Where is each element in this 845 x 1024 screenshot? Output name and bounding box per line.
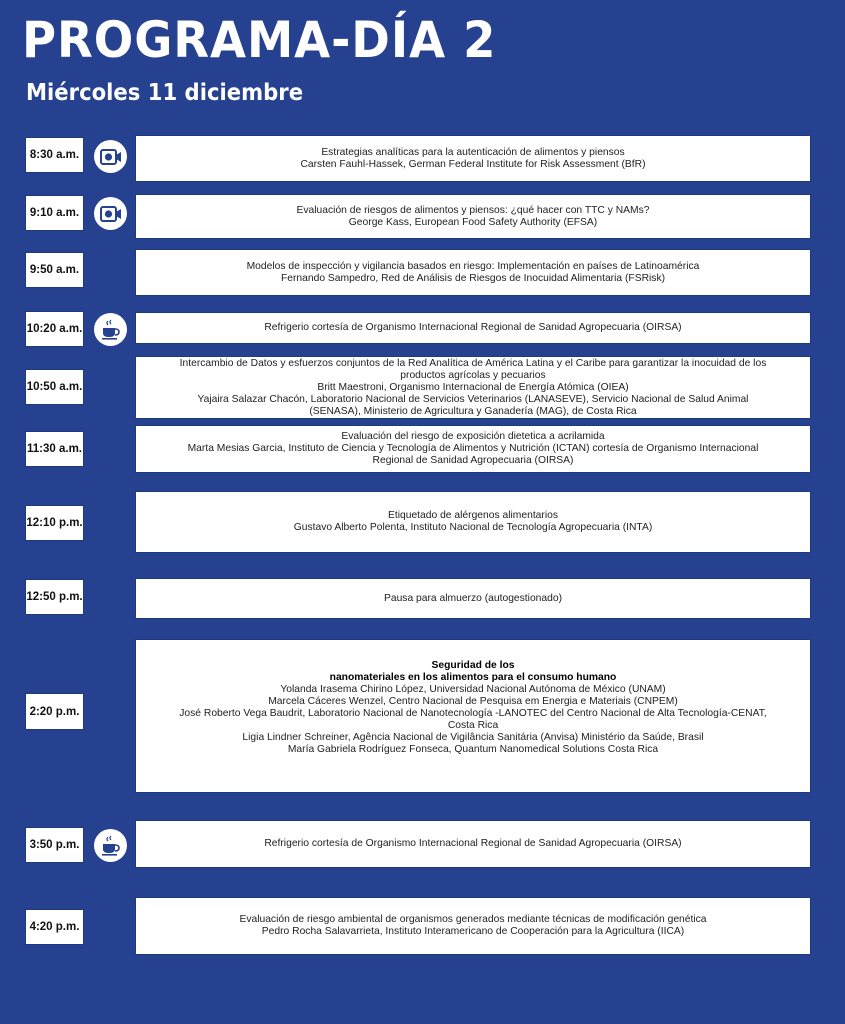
- session-line: Britt Maestroni, Organismo Internacional de Energía Atómica (OIEA): [317, 381, 629, 393]
- session-box: [135, 356, 811, 419]
- session-box: [135, 312, 811, 344]
- session-line: Gustavo Alberto Polenta, Instituto Nacional de Tecnología Agropecuaria (INTA): [293, 522, 653, 533]
- session-line: Modelos de inspección y vigilancia basados en riesgo: Implementación en países de Latinoamérica: [246, 260, 700, 272]
- session-box: [135, 249, 811, 296]
- session-box: [135, 135, 811, 182]
- session-time: 10:50 a.m.: [25, 369, 84, 405]
- session-line: Ligia Lindner Schreiner, Agência Nacional de Vigilância Sanitária (Anvisa) Ministério da Saúde, Brasil: [242, 732, 704, 743]
- page-title: PROGRAMA-DÍA 2: [22, 11, 497, 69]
- session-box: [135, 639, 811, 793]
- session-time: 2:20 p.m.: [25, 693, 84, 730]
- session-line: Intercambio de Datos y esfuerzos conjuntos de la Red Analítica de América Latina y el Caribe para garantizar la inocuidad de los productos agrícolas y pecuarios: [179, 357, 767, 381]
- session-time: 8:30 a.m.: [25, 137, 84, 173]
- video-camera-icon: [94, 140, 127, 173]
- session-line: Marta Mesias Garcia, Instituto de Ciencia y Tecnología de Alimentos y Nutrición (ICTAN) cortesía de Organismo Internacional Regional de Sanidad Agropecuaria (OIRSA): [187, 443, 759, 466]
- session-line: George Kass, European Food Safety Authority (EFSA): [348, 216, 598, 228]
- session-box: [135, 194, 811, 239]
- session-line: Fernando Sampedro, Red de Análisis de Riesgos de Inocuidad Alimentaria (FSRisk): [280, 272, 666, 284]
- session-box: [135, 491, 811, 553]
- session-topic-title: Seguridad de los: [431, 660, 515, 671]
- session-time: 12:50 p.m.: [25, 579, 84, 615]
- coffee-cup-icon: [94, 313, 127, 346]
- session-time: 3:50 p.m.: [25, 827, 84, 863]
- session-line: Evaluación de riesgo ambiental de organismos generados mediante técnicas de modificación genética: [239, 914, 707, 925]
- coffee-cup-icon: [94, 829, 127, 862]
- session-time: 10:20 a.m.: [25, 311, 84, 347]
- session-line: Evaluación de riesgos de alimentos y piensos: ¿qué hacer con TTC y NAMs?: [296, 204, 650, 216]
- session-time: 9:50 a.m.: [25, 252, 84, 288]
- session-line: Etiquetado de alérgenos alimentarios: [387, 510, 558, 521]
- session-line: Refrigerio cortesía de Organismo Internacional Regional de Sanidad Agropecuaria (OIRSA): [264, 838, 682, 849]
- session-box: [135, 425, 811, 473]
- session-line: José Roberto Vega Baudrit, Laboratorio Nacional de Nanotecnología -LANOTEC del Centro Nacional de Alta Tecnología-CENAT, Costa Rica: [179, 708, 767, 731]
- session-time: 4:20 p.m.: [25, 909, 84, 945]
- session-box: [135, 578, 811, 619]
- session-time: 12:10 p.m.: [25, 505, 84, 541]
- session-line: Refrigerio cortesía de Organismo Internacional Regional de Sanidad Agropecuaria (OIRSA): [264, 322, 682, 333]
- session-line: Carsten Fauhl-Hassek, German Federal Institute for Risk Assessment (BfR): [300, 158, 646, 170]
- session-line: Yolanda Irasema Chirino López, Universidad Nacional Autónoma de México (UNAM): [280, 684, 666, 695]
- session-box: [135, 897, 811, 955]
- session-line: Evaluación del riesgo de exposición dietetica a acrilamida: [341, 431, 605, 442]
- session-topic-title: nanomateriales en los alimentos para el consumo humano: [329, 672, 617, 683]
- page-date: Miércoles 11 diciembre: [26, 80, 304, 106]
- video-camera-icon: [94, 197, 127, 230]
- session-line: Estrategias analíticas para la autenticación de alimentos y piensos: [321, 146, 625, 158]
- session-box: [135, 820, 811, 868]
- session-time: 11:30 a.m.: [25, 431, 84, 467]
- session-time: 9:10 a.m.: [25, 195, 84, 231]
- session-line: María Gabriela Rodríguez Fonseca, Quantum Nanomedical Solutions Costa Rica: [287, 744, 659, 755]
- session-line: Pedro Rocha Salavarrieta, Instituto Interamericano de Cooperación para la Agricultura (IICA): [261, 926, 685, 937]
- session-line: Yajaira Salazar Chacón, Laboratorio Nacional de Servicios Veterinarios (LANASEVE), Servicio Nacional de Salud Animal (SENASA), Ministerio de Agricultura y Ganadería (MAG), de Costa Rica: [197, 393, 749, 417]
- session-line: Pausa para almuerzo (autogestionado): [383, 592, 563, 604]
- session-line: Marcela Cáceres Wenzel, Centro Nacional de Pesquisa em Energia e Materiais (CNPEM): [268, 696, 678, 707]
